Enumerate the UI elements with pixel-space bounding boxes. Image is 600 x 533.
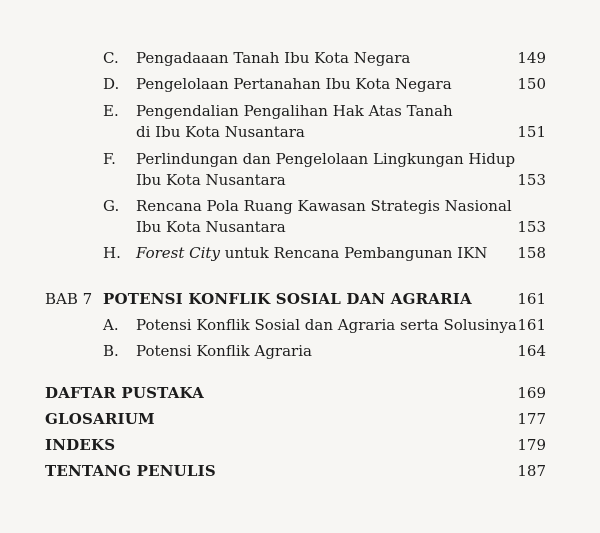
toc-entry-title-rest: untuk Rencana Pembangunan IKN xyxy=(219,244,488,262)
back-matter-page: 179 xyxy=(517,436,546,454)
back-matter-page: 177 xyxy=(517,410,546,428)
toc-entry-page: 151 xyxy=(517,123,546,141)
toc-entry-title: Potensi Konflik Agraria xyxy=(136,342,312,360)
toc-entry-page: 150 xyxy=(517,75,546,93)
toc-entry-letter: G. xyxy=(103,197,120,215)
toc-entry-title-line1: Rencana Pola Ruang Kawasan Strategis Nasional xyxy=(136,197,512,215)
toc-entry-page: 149 xyxy=(517,49,546,67)
toc-entry-title: Pengelolaan Pertanahan Ibu Kota Negara xyxy=(136,75,452,93)
toc-entry-title-line2: di Ibu Kota Nusantara xyxy=(136,123,305,141)
toc-entry-letter: E. xyxy=(103,102,119,120)
chapter-page: 161 xyxy=(517,290,546,308)
toc-entry-title-line1: Pengendalian Pengalihan Hak Atas Tanah xyxy=(136,102,453,120)
back-matter-title: GLOSARIUM xyxy=(45,410,155,428)
toc-entry-page: 153 xyxy=(517,218,546,236)
back-matter-title: INDEKS xyxy=(45,436,116,454)
toc-entry-page: 153 xyxy=(517,171,546,189)
back-matter-title: DAFTAR PUSTAKA xyxy=(45,384,205,402)
toc-entry-page: 164 xyxy=(517,342,546,360)
chapter-label: BAB 7 xyxy=(45,290,93,308)
back-matter-title: TENTANG PENULIS xyxy=(45,462,216,480)
toc-entry-letter: D. xyxy=(103,75,120,93)
toc-entry-letter: H. xyxy=(103,244,121,262)
toc-entry-title-line2: Ibu Kota Nusantara xyxy=(136,218,286,236)
toc-entry-letter: A. xyxy=(103,316,119,334)
toc-entry-title: Potensi Konflik Sosial dan Agraria serta Solusinya xyxy=(136,316,517,334)
toc-entry-title-line2: Ibu Kota Nusantara xyxy=(136,171,286,189)
back-matter-page: 169 xyxy=(517,384,546,402)
toc-entry-title-italic: Forest City xyxy=(136,244,220,262)
toc-entry-title xyxy=(136,243,487,263)
toc-entry-letter: C. xyxy=(103,49,119,67)
back-matter-page: 187 xyxy=(517,462,546,480)
toc-entry-title-line1: Perlindungan dan Pengelolaan Lingkungan Hidup xyxy=(136,150,516,168)
toc-entry-page: 161 xyxy=(517,316,546,334)
toc-entry-letter: B. xyxy=(103,342,119,360)
toc-entry-page: 158 xyxy=(517,244,546,262)
toc-entry-title: Pengadaaan Tanah Ibu Kota Negara xyxy=(136,49,411,67)
chapter-title: POTENSI KONFLIK SOSIAL DAN AGRARIA xyxy=(103,290,472,308)
toc-entry-letter: F. xyxy=(103,150,116,168)
